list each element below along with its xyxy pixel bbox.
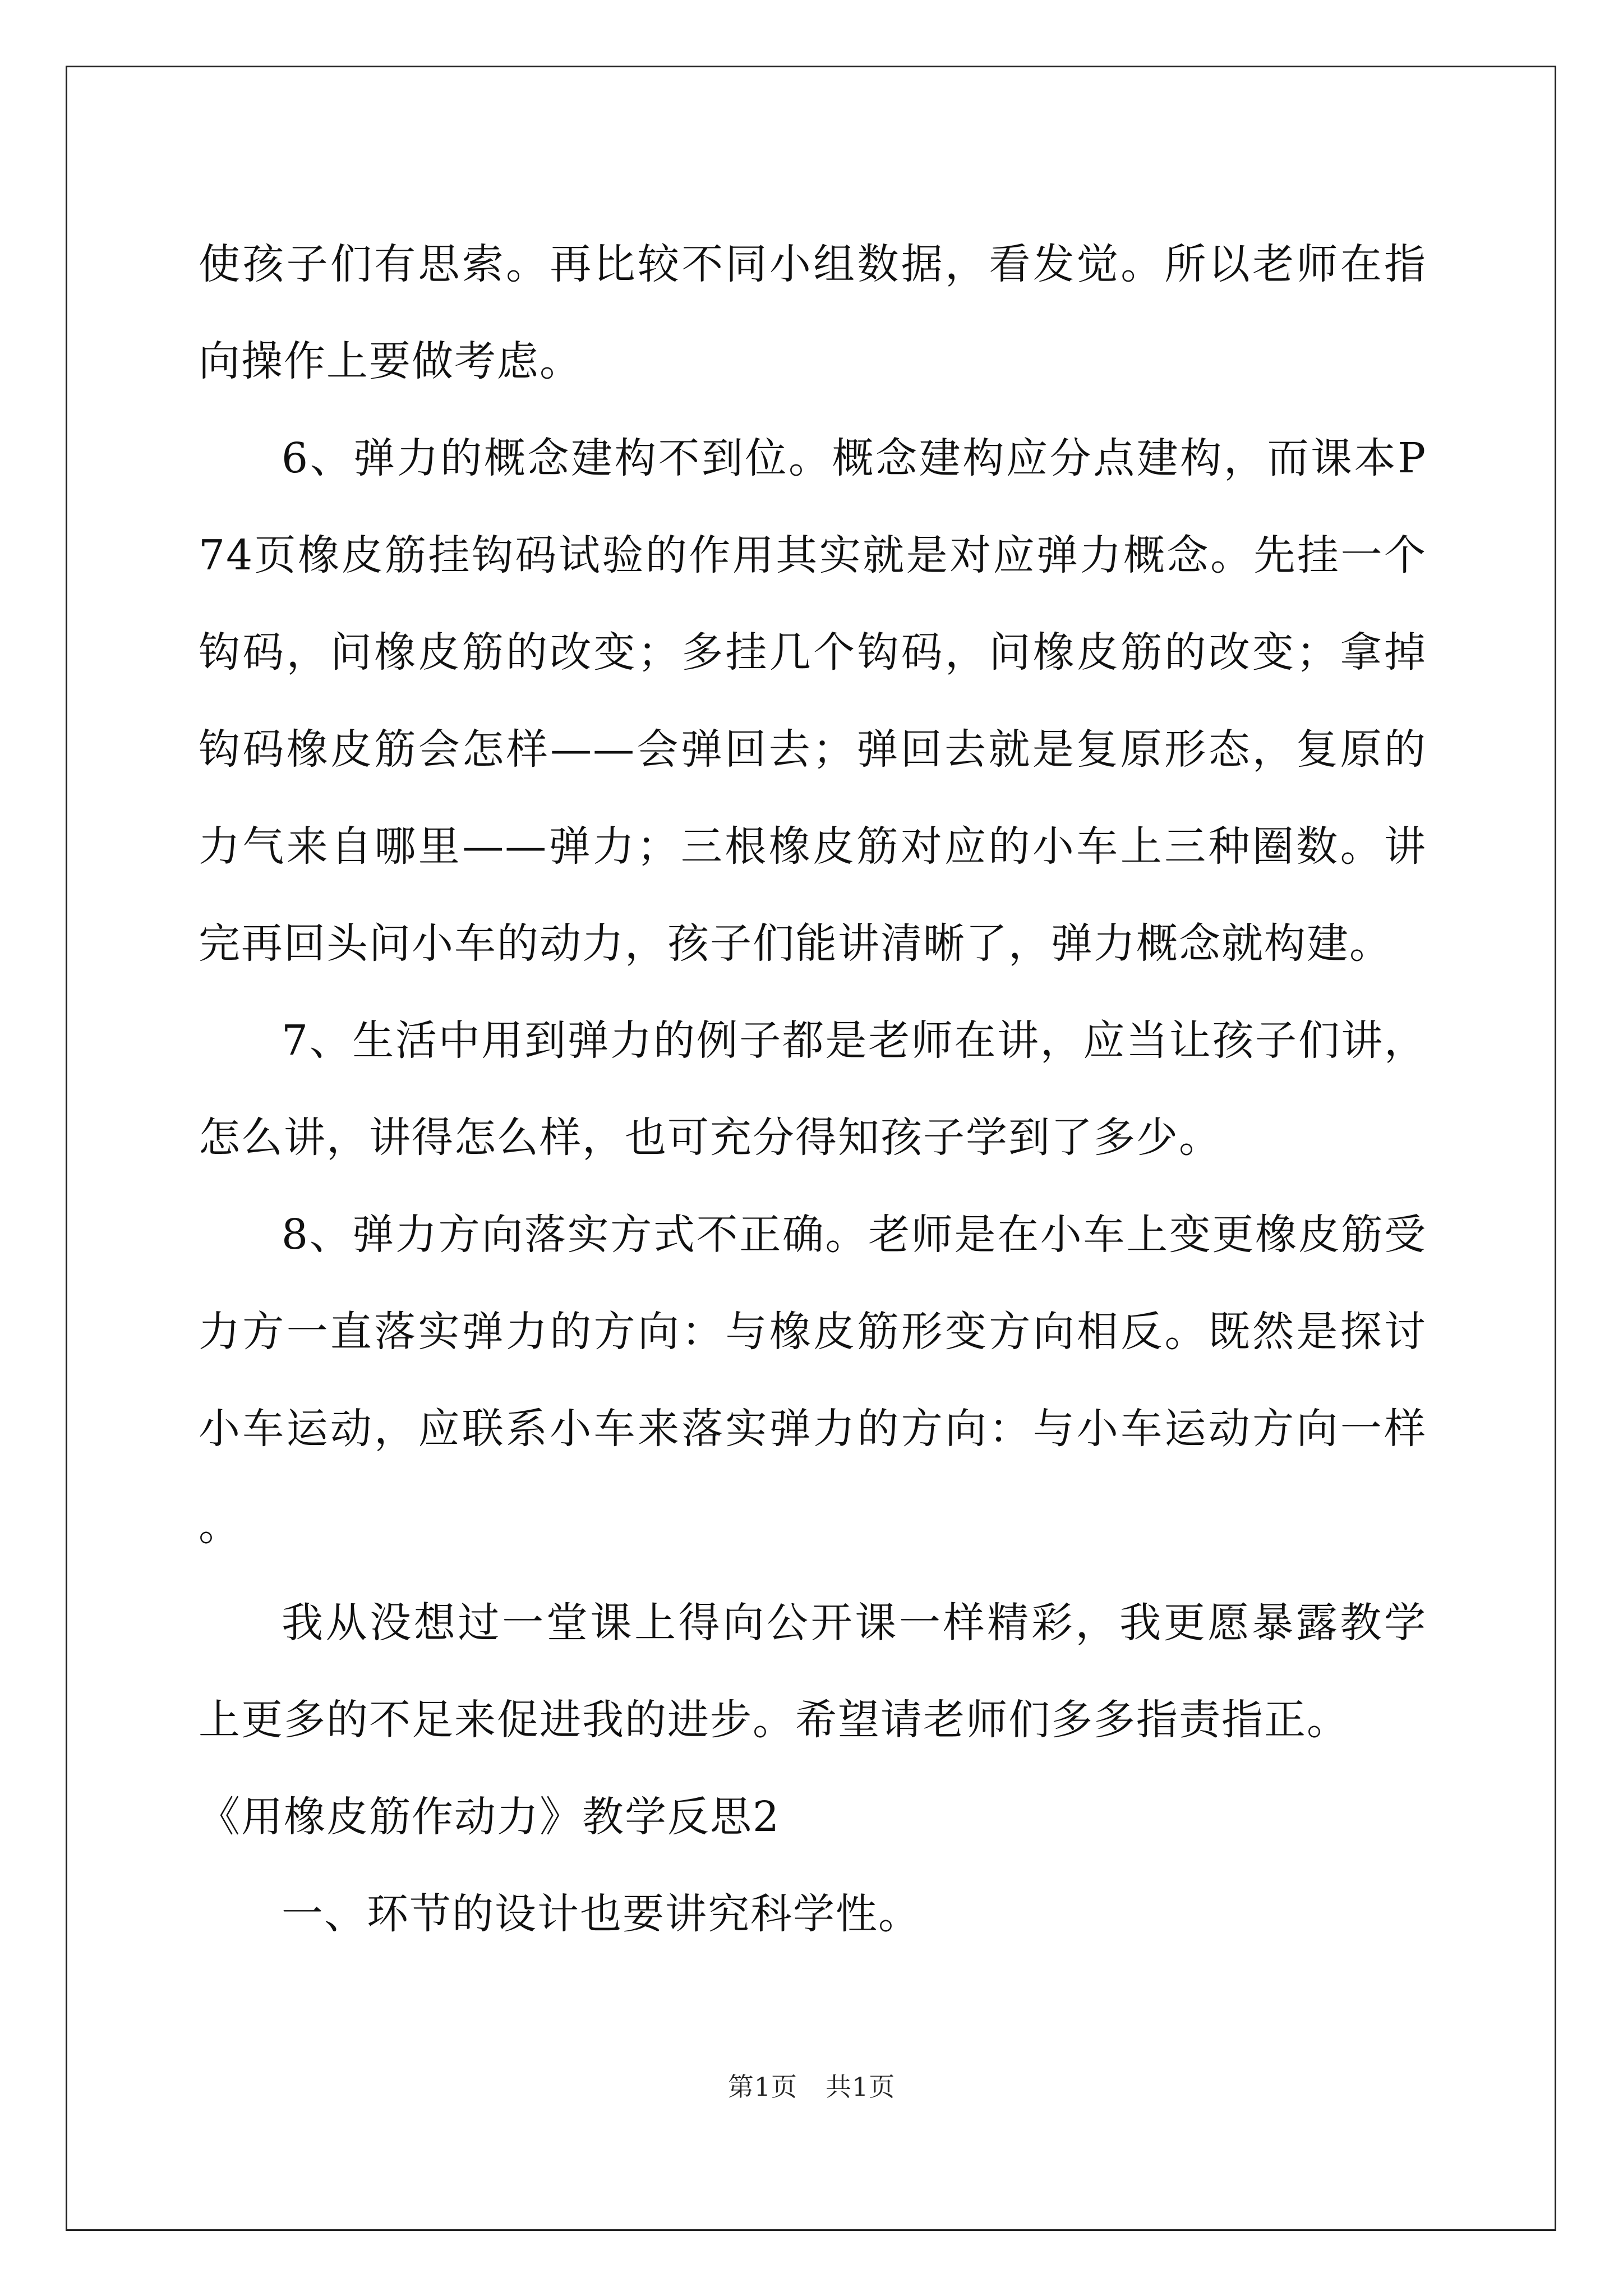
section-heading: 《用橡皮筋作动力》教学反思2 [199, 1793, 781, 1841]
document-body [199, 216, 1427, 1963]
paragraph-closing: 我从没想过一堂课上得向公开课一样精彩，我更愿暴露教学上更多的不足来促进我的进步。希望请老师们多多指责指正。 [199, 1599, 1427, 1744]
paragraph-item-6: 6、弹力的概念建构不到位。概念建构应分点建构，而课本P74页橡皮筋挂钩码试验的作用其实就是对应弹力概念。先挂一个钩码，问橡皮筋的改变；多挂几个钩码，问橡皮筋的改变；拿掉钩码橡皮筋会怎样——会弹回去；弹回去就是复原形态，复原的力气来自哪里——弹力；三根橡皮筋对应的小车上三种圈数。讲完再回头问小车的动力，孩子们能讲清晰了，弹力概念就构建。 [199, 434, 1427, 968]
page-footer [0, 2070, 1623, 2104]
page-total: 共1页 [826, 2072, 896, 2102]
paragraph-continuation: 使孩子们有思索。再比较不同小组数据，看发觉。所以老师在指向操作上要做考虑。 [199, 240, 1427, 385]
paragraph-section-1: 一、环节的设计也要讲究科学性。 [282, 1890, 921, 1938]
paragraph-item-8: 8、弹力方向落实方式不正确。老师是在小车上变更橡皮筋受力方一直落实弹力的方向：与橡皮筋形变方向相反。既然是探讨小车运动，应联系小车来落实弹力的方向：与小车运动方向一样。 [199, 1211, 1427, 1550]
paragraph-item-7: 7、生活中用到弹力的例子都是老师在讲，应当让孩子们讲，怎么讲，讲得怎么样，也可充分得知孩子学到了多少。 [199, 1016, 1427, 1162]
page-number: 第1页 [727, 2072, 797, 2102]
